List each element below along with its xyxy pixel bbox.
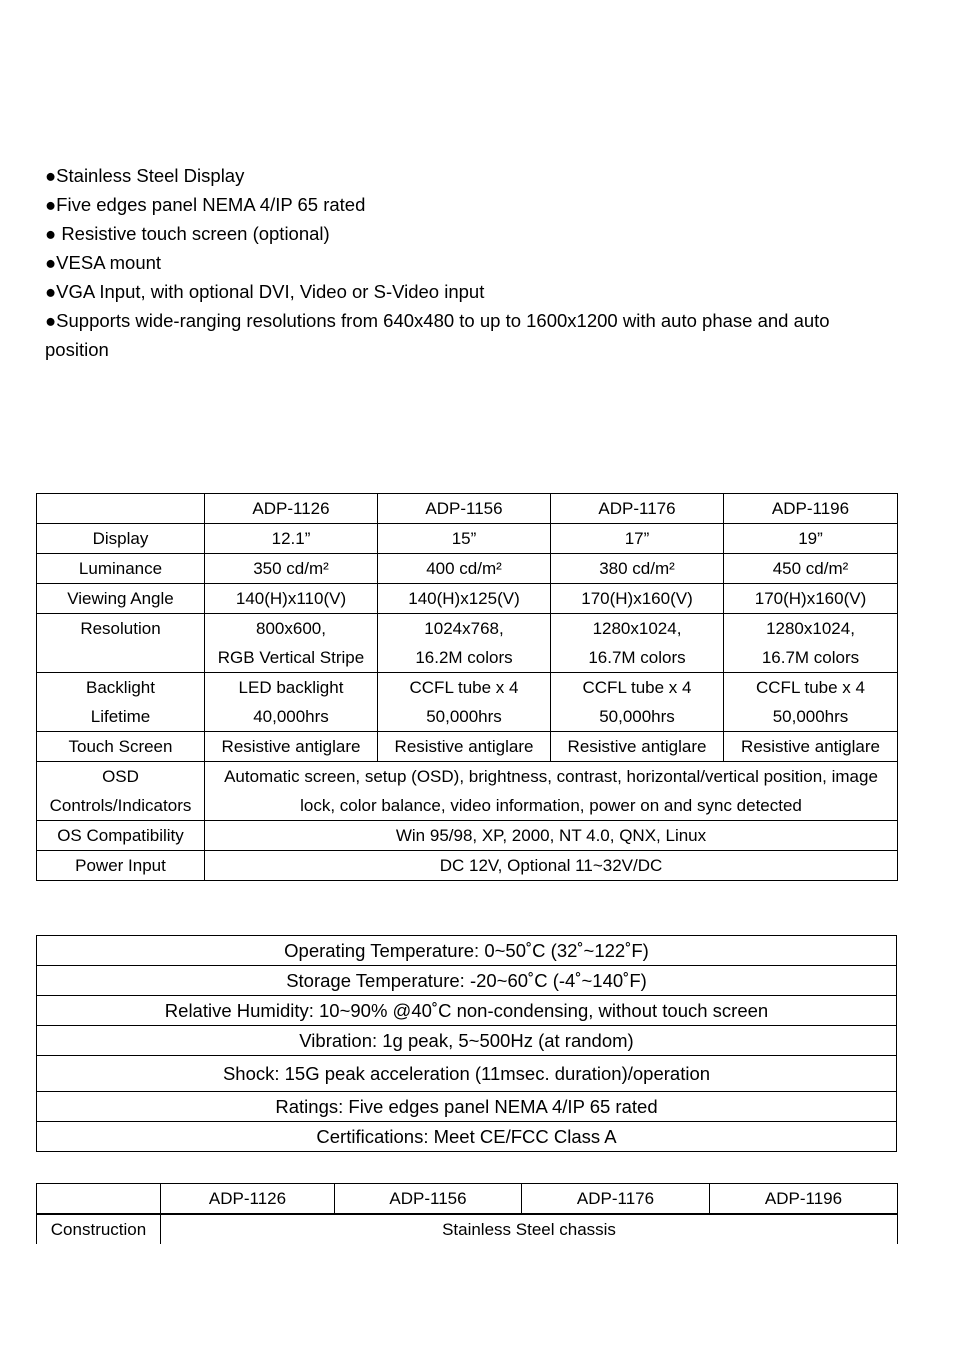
- env-cell: Vibration: 1g peak, 5~500Hz (at random): [37, 1026, 897, 1056]
- cell-line: 16.7M colors: [761, 648, 860, 667]
- cell-line: 50,000hrs: [426, 707, 502, 726]
- table-row: [37, 762, 898, 821]
- table-row: [37, 584, 898, 614]
- table-cell: 17”: [551, 524, 724, 554]
- table-row: [37, 966, 897, 996]
- table-cell: 450 cd/m²: [724, 554, 898, 584]
- table-row: [37, 1122, 897, 1152]
- model-header: ADP-1176: [551, 494, 724, 524]
- header-blank-cell: [37, 494, 205, 524]
- table-cell: [205, 614, 378, 673]
- table-row: [37, 614, 898, 673]
- model-header: ADP-1156: [335, 1184, 522, 1215]
- feature-item: ● Resistive touch screen (optional): [45, 223, 330, 244]
- env-cell: Certifications: Meet CE/FCC Class A: [37, 1122, 897, 1152]
- cell-line: LED backlight: [238, 678, 344, 697]
- table-row: [37, 996, 897, 1026]
- feature-item: ●VGA Input, with optional DVI, Video or S-Video input: [45, 281, 485, 302]
- table-row: [37, 524, 898, 554]
- row-label: Construction: [37, 1214, 161, 1244]
- table-row: [37, 673, 898, 732]
- table-cell: 170(H)x160(V): [724, 584, 898, 614]
- table-cell: Resistive antiglare: [205, 732, 378, 762]
- feature-item: ●Supports wide-ranging resolutions from 640x480 to up to 1600x1200 with auto phase and auto position: [45, 310, 830, 360]
- cell-line: 50,000hrs: [599, 707, 675, 726]
- row-label: Power Input: [37, 851, 205, 881]
- table-cell: 12.1”: [205, 524, 378, 554]
- table-row: [37, 1092, 897, 1122]
- env-cell: Ratings: Five edges panel NEMA 4/IP 65 rated: [37, 1092, 897, 1122]
- row-label: [37, 762, 205, 821]
- table-cell: [205, 673, 378, 732]
- table-cell: Resistive antiglare: [551, 732, 724, 762]
- row-label-text: Backlight: [86, 678, 155, 697]
- env-cell: Storage Temperature: -20~60˚C (-4˚~140˚F): [37, 966, 897, 996]
- model-header: ADP-1156: [378, 494, 551, 524]
- cell-line: CCFL tube x 4: [582, 678, 692, 697]
- table-cell: Resistive antiglare: [378, 732, 551, 762]
- table-row: [37, 1026, 897, 1056]
- row-label: Touch Screen: [37, 732, 205, 762]
- table-cell: DC 12V, Optional 11~32V/DC: [205, 851, 898, 881]
- cell-line: 1280x1024,: [592, 619, 682, 638]
- model-header: ADP-1126: [205, 494, 378, 524]
- model-header: ADP-1196: [710, 1184, 898, 1215]
- table-row: [37, 1214, 898, 1244]
- model-header: ADP-1196: [724, 494, 898, 524]
- table-cell: Stainless Steel chassis: [161, 1214, 898, 1244]
- table-cell: 350 cd/m²: [205, 554, 378, 584]
- table-row: [37, 554, 898, 584]
- table-header-row: [37, 494, 898, 524]
- cell-line: CCFL tube x 4: [756, 678, 865, 697]
- header-blank-cell: [37, 1184, 161, 1215]
- row-label: Luminance: [37, 554, 205, 584]
- cell-line: 16.7M colors: [588, 648, 686, 667]
- row-label: [37, 673, 205, 732]
- table-cell: [378, 614, 551, 673]
- cell-line: 40,000hrs: [253, 707, 329, 726]
- env-cell: Shock: 15G peak acceleration (11msec. duration)/operation: [37, 1056, 897, 1092]
- table-cell: 380 cd/m²: [551, 554, 724, 584]
- spec-table: [36, 493, 898, 881]
- row-label: Viewing Angle: [37, 584, 205, 614]
- table-cell: 140(H)x110(V): [205, 584, 378, 614]
- cell-line: lock, color balance, video information, power on and sync detected: [300, 796, 802, 815]
- cell-line: 50,000hrs: [772, 707, 849, 726]
- table-cell: 170(H)x160(V): [551, 584, 724, 614]
- model-header: ADP-1126: [161, 1184, 335, 1215]
- feature-item: ●Stainless Steel Display: [45, 165, 245, 186]
- row-label-text: Resolution: [80, 619, 161, 638]
- table-cell: [551, 614, 724, 673]
- feature-item: ●VESA mount: [45, 252, 162, 273]
- cell-line: 800x600,: [256, 619, 326, 638]
- feature-item: ●Five edges panel NEMA 4/IP 65 rated: [45, 194, 366, 215]
- table-cell: 400 cd/m²: [378, 554, 551, 584]
- table-header-row: [37, 1184, 898, 1215]
- environment-table: [36, 935, 897, 1152]
- env-cell: Operating Temperature: 0~50˚C (32˚~122˚F): [37, 936, 897, 966]
- env-cell: Relative Humidity: 10~90% @40˚C non-condensing, without touch screen: [37, 996, 897, 1026]
- construction-table: [36, 1183, 898, 1244]
- row-label: OS Compatibility: [37, 821, 205, 851]
- cell-line: RGB Vertical Stripe: [217, 648, 365, 667]
- cell-line: CCFL tube x 4: [409, 678, 519, 697]
- model-header: ADP-1176: [522, 1184, 710, 1215]
- table-cell: 19”: [724, 524, 898, 554]
- table-row: [37, 1056, 897, 1092]
- table-row: [37, 936, 897, 966]
- row-label: Display: [37, 524, 205, 554]
- table-cell: 140(H)x125(V): [378, 584, 551, 614]
- cell-line: Automatic screen, setup (OSD), brightness, contrast, horizontal/vertical position, image: [224, 767, 878, 786]
- feature-list: [45, 161, 885, 364]
- table-row: [37, 851, 898, 881]
- table-cell: [724, 673, 898, 732]
- table-row: [37, 821, 898, 851]
- table-cell: Win 95/98, XP, 2000, NT 4.0, QNX, Linux: [205, 821, 898, 851]
- row-label: [37, 614, 205, 673]
- table-cell: [205, 762, 898, 821]
- row-label-text: OSD: [102, 767, 139, 786]
- cell-line: 1024x768,: [424, 619, 504, 638]
- table-row: [37, 732, 898, 762]
- table-cell: Resistive antiglare: [724, 732, 898, 762]
- table-cell: [724, 614, 898, 673]
- table-cell: 15”: [378, 524, 551, 554]
- table-cell: [551, 673, 724, 732]
- cell-line: 16.2M colors: [415, 648, 513, 667]
- table-cell: [378, 673, 551, 732]
- cell-line: 1280x1024,: [766, 619, 855, 638]
- row-label-text: Controls/Indicators: [49, 796, 192, 815]
- row-label-text: Lifetime: [90, 707, 151, 726]
